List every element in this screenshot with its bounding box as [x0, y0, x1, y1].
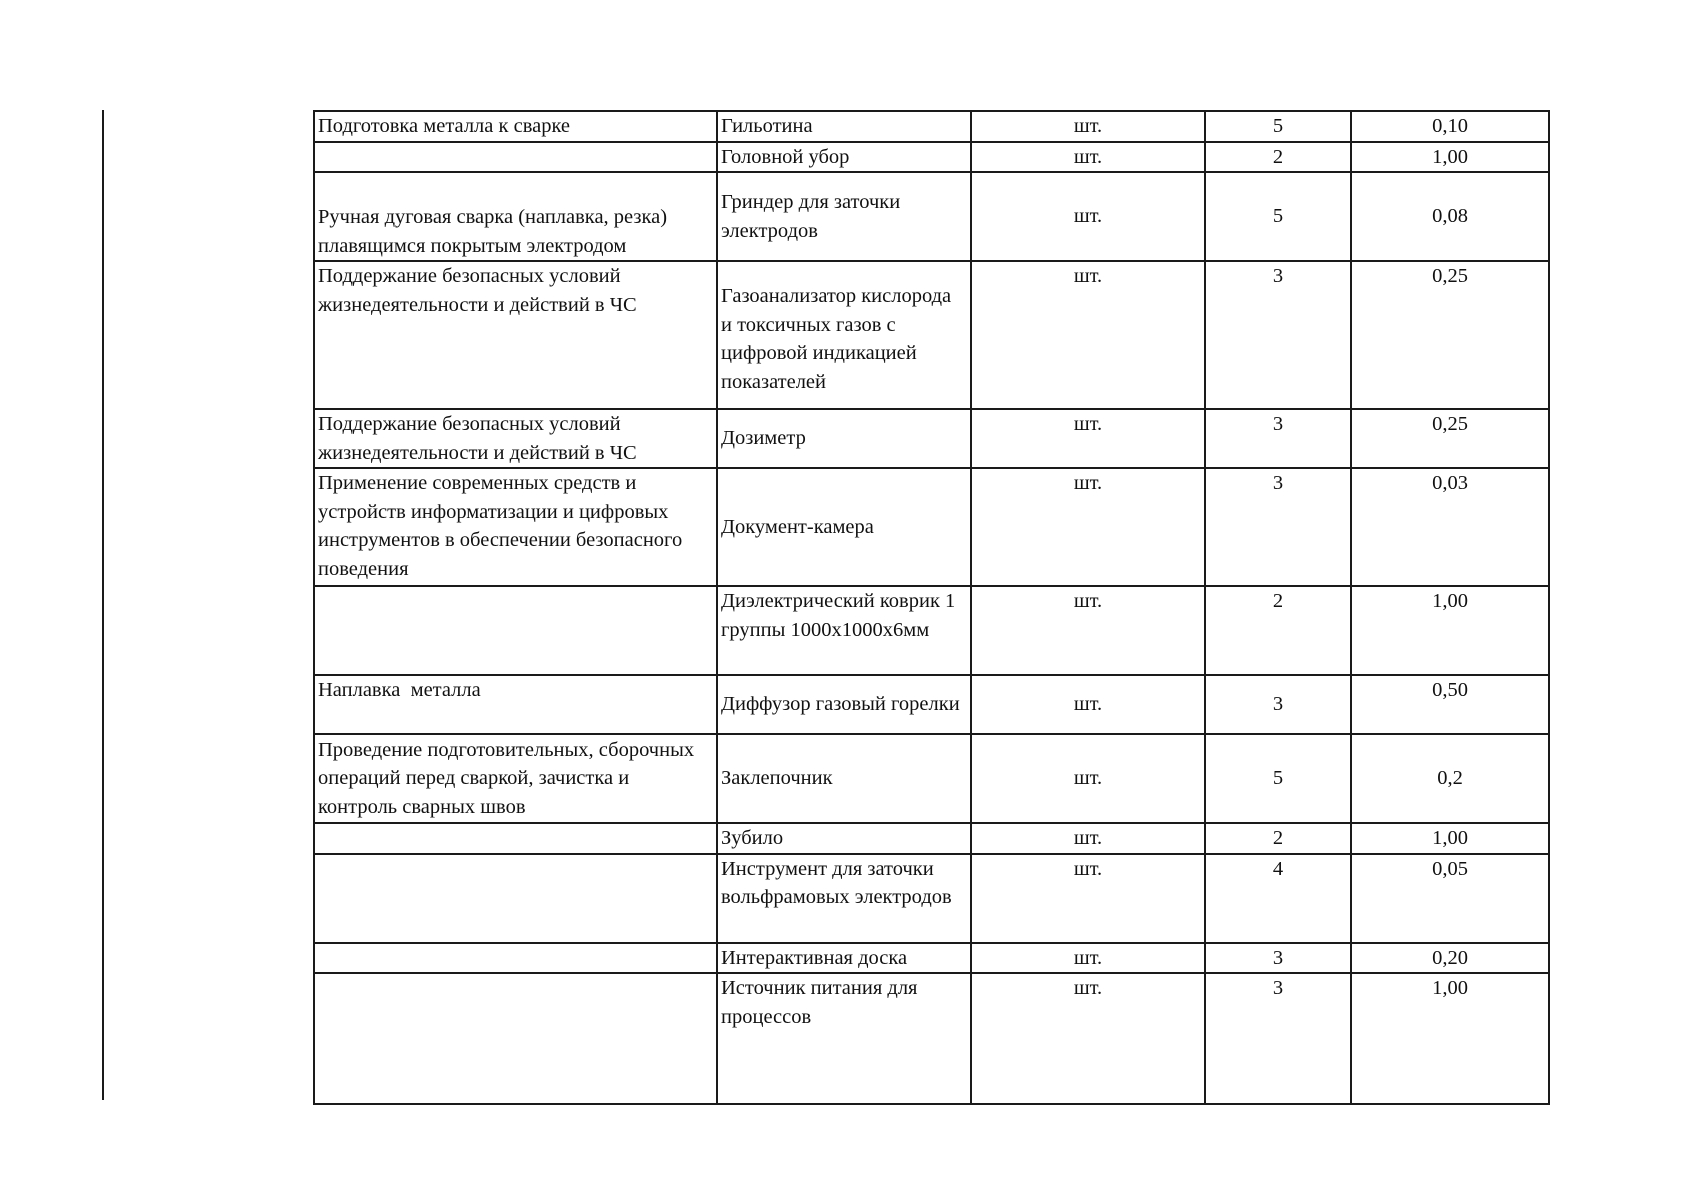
activity-cell: Поддержание безопасных условий жизнедеятельности и действий в ЧС — [314, 409, 717, 468]
qty-cell: 3 — [1205, 675, 1351, 734]
activity-cell: Ручная дуговая сварка (наплавка, резка) плавящимся покрытым электродом — [314, 172, 717, 261]
norm-cell: 1,00 — [1351, 823, 1549, 854]
qty-cell: 2 — [1205, 142, 1351, 173]
qty-cell: 2 — [1205, 823, 1351, 854]
page-margin-line — [102, 110, 104, 1100]
norm-cell: 0,25 — [1351, 409, 1549, 468]
qty-cell: 3 — [1205, 468, 1351, 586]
norm-cell: 0,25 — [1351, 261, 1549, 409]
item-cell: Гильотина — [717, 111, 971, 142]
activity-cell: Поддержание безопасных условий жизнедеятельности и действий в ЧС — [314, 261, 717, 409]
norm-cell: 1,00 — [1351, 586, 1549, 675]
table-row — [314, 261, 1549, 409]
qty-cell: 3 — [1205, 409, 1351, 468]
activity-cell: Применение современных средств и устройств информатизации и цифровых инструментов в обеспечении безопасного поведения — [314, 468, 717, 586]
table-row — [314, 142, 1549, 173]
table-row — [314, 586, 1549, 675]
unit-cell: шт. — [971, 261, 1205, 409]
unit-cell: шт. — [971, 675, 1205, 734]
unit-cell: шт. — [971, 111, 1205, 142]
qty-cell: 2 — [1205, 586, 1351, 675]
table-row — [314, 943, 1549, 974]
table-row — [314, 468, 1549, 586]
item-cell: Документ-камера — [717, 468, 971, 586]
activity-cell: Подготовка металла к сварке — [314, 111, 717, 142]
unit-cell: шт. — [971, 734, 1205, 823]
norm-cell: 0,08 — [1351, 172, 1549, 261]
qty-cell: 5 — [1205, 172, 1351, 261]
item-cell: Интерактивная доска — [717, 943, 971, 974]
qty-cell: 5 — [1205, 734, 1351, 823]
norm-cell: 0,50 — [1351, 675, 1549, 734]
item-cell: Гриндер для заточки электродов — [717, 172, 971, 261]
unit-cell: шт. — [971, 172, 1205, 261]
table-row — [314, 409, 1549, 468]
unit-cell: шт. — [971, 142, 1205, 173]
norm-cell: 0,2 — [1351, 734, 1549, 823]
item-cell: Головной убор — [717, 142, 971, 173]
qty-cell: 4 — [1205, 854, 1351, 943]
item-cell: Дозиметр — [717, 409, 971, 468]
table-row — [314, 854, 1549, 943]
item-cell: Зубило — [717, 823, 971, 854]
activity-cell: Наплавка металла — [314, 675, 717, 734]
norm-cell: 1,00 — [1351, 142, 1549, 173]
unit-cell: шт. — [971, 943, 1205, 974]
item-cell: Диффузор газовый горелки — [717, 675, 971, 734]
norm-cell: 1,00 — [1351, 973, 1549, 1104]
unit-cell: шт. — [971, 854, 1205, 943]
activity-cell — [314, 973, 717, 1104]
equipment-table — [313, 110, 1550, 1105]
unit-cell: шт. — [971, 468, 1205, 586]
item-cell: Инструмент для заточки вольфрамовых электродов — [717, 854, 971, 943]
table-row — [314, 172, 1549, 261]
table-row — [314, 734, 1549, 823]
unit-cell: шт. — [971, 586, 1205, 675]
unit-cell: шт. — [971, 973, 1205, 1104]
table-row — [314, 973, 1549, 1104]
item-cell: Источник питания для процессов — [717, 973, 971, 1104]
table-row — [314, 823, 1549, 854]
table-row — [314, 675, 1549, 734]
qty-cell: 3 — [1205, 943, 1351, 974]
norm-cell: 0,10 — [1351, 111, 1549, 142]
activity-cell — [314, 142, 717, 173]
activity-cell — [314, 586, 717, 675]
item-cell: Заклепочник — [717, 734, 971, 823]
norm-cell: 0,20 — [1351, 943, 1549, 974]
activity-cell — [314, 854, 717, 943]
table-row — [314, 111, 1549, 142]
qty-cell: 3 — [1205, 973, 1351, 1104]
unit-cell: шт. — [971, 823, 1205, 854]
qty-cell: 5 — [1205, 111, 1351, 142]
unit-cell: шт. — [971, 409, 1205, 468]
activity-cell — [314, 943, 717, 974]
activity-cell: Проведение подготовительных, сборочных операций перед сваркой, зачистка и контроль сварных швов — [314, 734, 717, 823]
qty-cell: 3 — [1205, 261, 1351, 409]
norm-cell: 0,05 — [1351, 854, 1549, 943]
norm-cell: 0,03 — [1351, 468, 1549, 586]
item-cell: Газоанализатор кислорода и токсичных газов с цифровой индикацией показателей — [717, 261, 971, 409]
activity-cell — [314, 823, 717, 854]
item-cell: Диэлектрический коврик 1 группы 1000х1000х6мм — [717, 586, 971, 675]
